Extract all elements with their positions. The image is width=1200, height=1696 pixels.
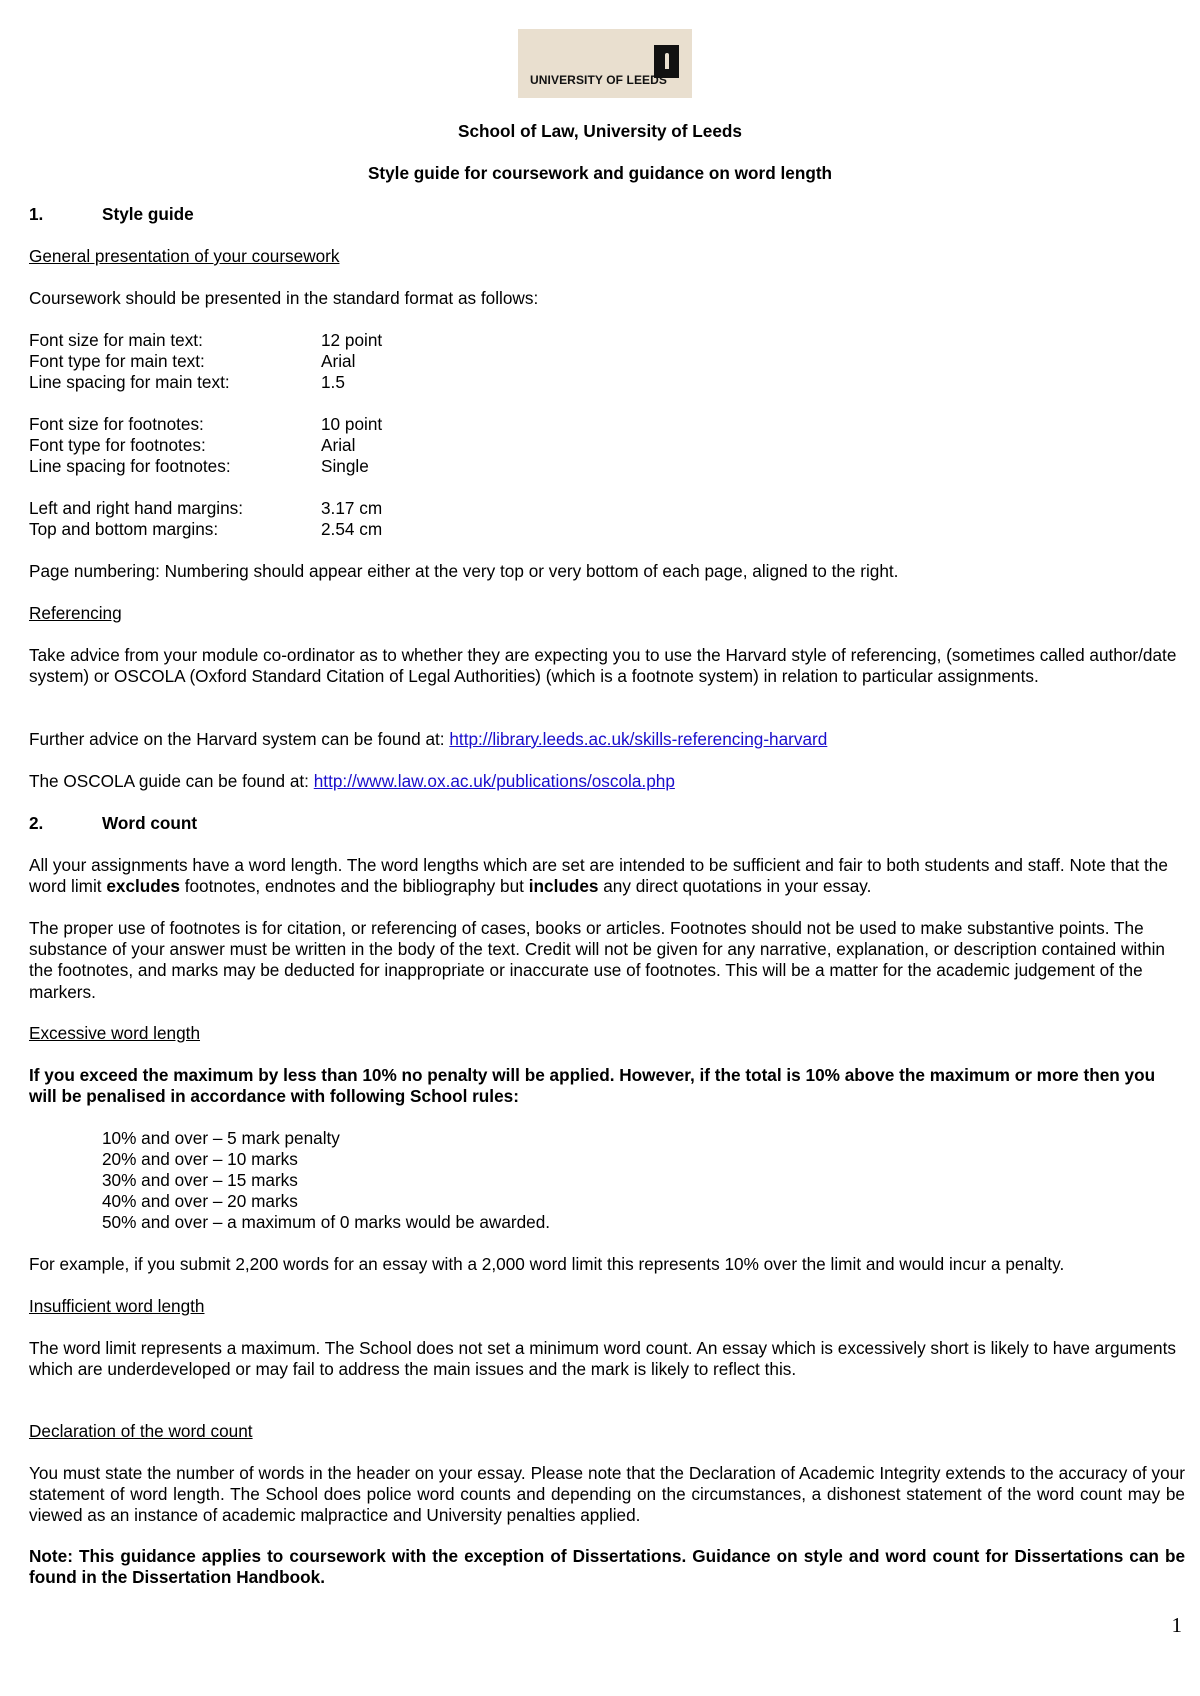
general-presentation-heading: General presentation of your coursework (29, 246, 340, 266)
format-label: Font size for footnotes: (29, 414, 204, 434)
word-count-paragraph-1 (29, 855, 1185, 897)
format-label: Font type for main text: (29, 351, 205, 371)
format-value: 12 point (321, 330, 383, 350)
university-logo (518, 29, 692, 98)
penalty-item: 50% and over – a maximum of 0 marks would be awarded. (102, 1212, 551, 1232)
format-label: Font size for main text: (29, 330, 203, 350)
referencing-paragraph: Take advice from your module co-ordinator as to whether they are expecting you to use the Harvard style of referencing, (sometimes called author/date system) or OSCOLA (Oxford Standard Citation of Legal Authorities) (which is a footnote system) in relation to particular assignments. (29, 645, 1177, 687)
document-title: School of Law, University of Leeds (458, 121, 742, 141)
page-numbering-text: Page numbering: Numbering should appear either at the very top or very bottom of each page, aligned to the right. (29, 561, 899, 581)
includes-emphasis: includes (528, 876, 599, 897)
format-value: 1.5 (321, 372, 345, 392)
format-label: Line spacing for footnotes: (29, 456, 231, 476)
section-2-title: Word count (102, 813, 198, 833)
format-value: Single (321, 456, 369, 476)
format-value: Arial (321, 351, 356, 371)
penalty-item: 10% and over – 5 mark penalty (102, 1128, 340, 1148)
format-value: Arial (321, 435, 356, 455)
word-count-text: footnotes, endnotes and the bibliography but (179, 876, 529, 897)
penalty-rules-paragraph: If you exceed the maximum by less than 10% no penalty will be applied. However, if the total is 10% above the maximum or more then you will be penalised in accordance with following School rules: (29, 1065, 1156, 1107)
referencing-heading: Referencing (29, 603, 122, 623)
format-label: Line spacing for main text: (29, 372, 230, 392)
format-label: Font type for footnotes: (29, 435, 206, 455)
format-label: Left and right hand margins: (29, 498, 244, 518)
section-1-number: 1. (29, 204, 44, 224)
oscola-link[interactable]: http://www.law.ox.ac.uk/publications/oscola.php (313, 771, 675, 791)
penalty-item: 30% and over – 15 marks (102, 1170, 298, 1190)
section-2-number: 2. (29, 813, 44, 833)
oscola-line (29, 771, 675, 792)
penalty-item: 40% and over – 20 marks (102, 1191, 298, 1211)
page-number: 1 (1171, 1613, 1182, 1637)
format-value: 2.54 cm (321, 519, 383, 539)
declaration-heading: Declaration of the word count (29, 1421, 253, 1441)
penalty-item: 20% and over – 10 marks (102, 1149, 298, 1169)
harvard-link[interactable]: http://library.leeds.ac.uk/skills-referencing-harvard (449, 729, 828, 749)
dissertation-note: Note: This guidance applies to coursework with the exception of Dissertations. Guidance on style and word count for Dissertations can be found in the Dissertation Handbook. (29, 1546, 1185, 1588)
footnotes-paragraph: The proper use of footnotes is for citation, or referencing of cases, books or articles. Footnotes should not be used to make substantive points. The substance of your answer must be written in the body of the text. Credit will not be given for any narrative, explanation, or description contained within the footnotes, and marks may be deducted for inappropriate or inaccurate use of footnotes. This will be a matter for the academic judgement of the markers. (29, 918, 1165, 1002)
word-count-text: any direct quotations in your essay. (598, 876, 872, 897)
format-value: 10 point (321, 414, 383, 434)
excessive-length-heading: Excessive word length (29, 1023, 201, 1043)
format-value: 3.17 cm (321, 498, 383, 518)
insufficient-length-heading: Insufficient word length (29, 1296, 205, 1316)
general-presentation-intro: Coursework should be presented in the standard format as follows: (29, 288, 539, 308)
format-label: Top and bottom margins: (29, 519, 219, 539)
document-subtitle: Style guide for coursework and guidance on word length (367, 163, 833, 183)
insufficient-length-paragraph: The word limit represents a maximum. The School does not set a minimum word count. An essay which is excessively short is likely to have arguments which are underdeveloped or may fail to address the main issues and the mark is likely to reflect this. (29, 1338, 1176, 1380)
harvard-line (29, 729, 827, 750)
logo-text: UNIVERSITY OF LEEDS (530, 73, 668, 87)
excludes-emphasis: excludes (106, 876, 180, 897)
declaration-paragraph: You must state the number of words in the header on your essay. Please note that the Declaration of Academic Integrity extends to the accuracy of your statement of word length. The School does police word counts and depending on the circumstances, a dishonest statement of the word count may be viewed as an instance of academic malpractice and University penalties applied. (29, 1463, 1185, 1526)
oscola-prefix: The OSCOLA guide can be found at: (29, 771, 314, 791)
section-1-title: Style guide (102, 204, 194, 224)
word-count-text: All your assignments have a word length. The word lengths which are set are intended to be sufficient and fair to both students and staff. Note that the word limit (29, 855, 1168, 897)
harvard-prefix: Further advice on the Harvard system can be found at: (29, 729, 450, 749)
penalty-example: For example, if you submit 2,200 words for an essay with a 2,000 word limit this represents 10% over the limit and would incur a penalty. (29, 1254, 1065, 1274)
